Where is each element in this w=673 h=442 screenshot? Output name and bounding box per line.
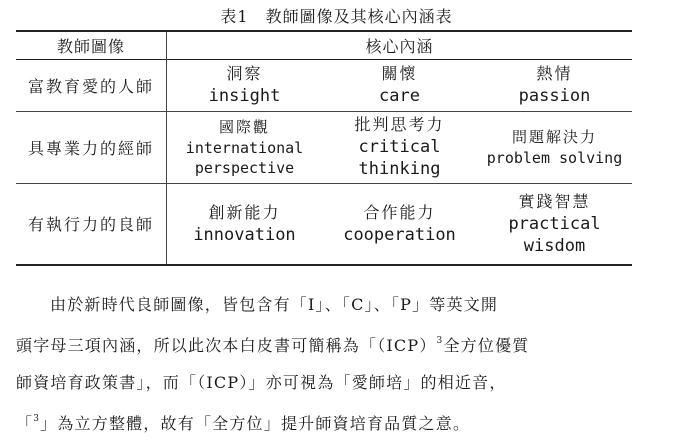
table-cell: [167, 116, 322, 178]
cell-en: wisdom: [523, 235, 586, 256]
cell-en: care: [379, 86, 420, 106]
cell-zh: 合作能力: [363, 202, 436, 222]
header-core-connotation: 核心內涵: [365, 36, 434, 56]
table-row: [16, 59, 632, 111]
body-paragraph: [16, 286, 636, 442]
table-cell: [322, 63, 477, 107]
table-row: [16, 183, 632, 265]
cell-en: problem solving: [486, 149, 623, 167]
table-cell: [322, 114, 477, 180]
table-cell: [167, 63, 322, 107]
paragraph-line: [16, 401, 636, 442]
row-label: 有執行力的良師: [16, 183, 167, 265]
cell-en: international: [185, 139, 304, 157]
cell-zh: 熱情: [536, 64, 573, 83]
cell-zh: 關懷: [381, 64, 418, 83]
cell-zh: 創新能力: [208, 202, 281, 222]
table-cell: [322, 202, 477, 246]
table-cell: [477, 191, 632, 257]
table-cell: [477, 126, 632, 168]
superscript: 3: [436, 336, 444, 346]
cell-en: perspective: [194, 159, 295, 177]
cell-en: critical: [358, 137, 441, 157]
table-caption: 表1 教師圖像及其核心內涵表: [220, 7, 453, 26]
cell-zh: 洞察: [226, 64, 263, 83]
teacher-image-table: [16, 30, 632, 266]
cell-en: passion: [518, 86, 591, 106]
table-header-row: [16, 31, 632, 59]
cell-en: practical: [508, 213, 601, 234]
cell-en: thinking: [358, 159, 441, 179]
cell-zh: 批判思考力: [354, 115, 445, 134]
header-teacher-image: 教師圖像: [16, 31, 167, 59]
cell-en: cooperation: [343, 224, 456, 245]
paragraph-text: 頭字母三項內涵，所以此次本白皮書可簡稱為「（ICP）: [16, 336, 437, 355]
cell-zh: 實踐智慧: [518, 191, 591, 211]
paragraph-text: 全方位優質: [443, 336, 530, 355]
cell-en: insight: [208, 86, 281, 106]
paragraph-text: 「: [16, 414, 34, 433]
cell-zh: 問題解決力: [511, 128, 597, 146]
row-label: 富教育愛的人師: [16, 59, 167, 111]
cell-en: innovation: [193, 224, 296, 245]
paragraph-text: 」為立方整體，故有「全方位」提升師資培育品質之意。: [40, 414, 471, 433]
cell-zh: 國際觀: [218, 118, 270, 136]
table-cell: [477, 63, 632, 107]
superscript: 3: [33, 414, 41, 424]
paragraph-line: 師資培育政策書」，而「（ICP）」亦可視為「愛師培」的相近音，: [16, 373, 507, 392]
paragraph-line: [16, 323, 636, 364]
table-row: [16, 111, 632, 183]
paragraph-line: 由於新時代良師圖像，皆包含有「I」、「C」、「P」等英文開: [50, 295, 499, 314]
row-label: 具專業力的經師: [16, 111, 167, 183]
table-cell: [167, 202, 322, 246]
